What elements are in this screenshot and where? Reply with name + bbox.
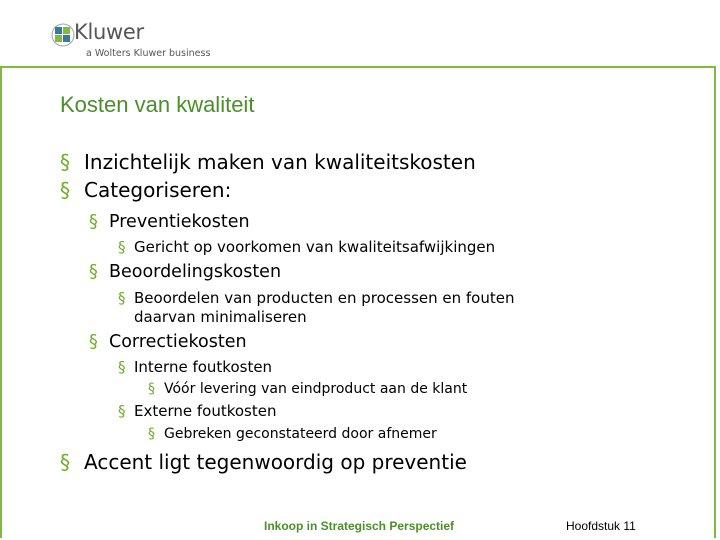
bullet-gebreken: Gebreken geconstateerd door afnemer (164, 426, 437, 442)
bullet-icon: § (148, 426, 155, 442)
bullet-icon: § (148, 381, 155, 397)
bullet-beoordelen-line1: Beoordelen van producten en processen en fouten (134, 289, 515, 307)
bullet-icon: § (118, 238, 126, 256)
footer-chapter: Hoofdstuk 11 (566, 519, 636, 533)
bullet-inzichtelijk: Inzichtelijk maken van kwaliteitskosten (84, 150, 476, 174)
bullet-icon: § (60, 150, 70, 174)
bullet-icon: § (118, 402, 126, 420)
bullet-icon: § (89, 212, 98, 232)
bullet-icon: § (118, 358, 126, 376)
bullet-externe-foutkosten: Externe foutkosten (134, 402, 277, 420)
bullet-icon: § (60, 178, 70, 202)
bullet-gericht: Gericht op voorkomen van kwaliteitsafwijkingen (134, 238, 496, 256)
bullet-interne-foutkosten: Interne foutkosten (134, 358, 273, 376)
bullet-icon: § (89, 262, 98, 282)
bullet-beoordelen-line2: daarvan minimaliseren (134, 308, 307, 326)
slide-title: Kosten van kwaliteit (60, 92, 255, 117)
bullet-icon: § (118, 289, 126, 307)
bullet-voor-levering: Vóór levering van eindproduct aan de klant (164, 381, 468, 397)
bullet-categoriseren: Categoriseren: (84, 178, 232, 202)
logo-tagline: a Wolters Kluwer business (86, 48, 211, 59)
bullet-correctiekosten: Correctiekosten (109, 332, 247, 352)
bullet-icon: § (89, 332, 98, 352)
footer-book-title: Inkoop in Strategisch Perspectief (264, 519, 455, 533)
logo-wordmark: Kluwer (74, 20, 144, 44)
bullet-icon: § (60, 450, 70, 474)
bullet-accent-preventie: Accent ligt tegenwoordig op preventie (84, 450, 467, 474)
bullet-preventiekosten: Preventiekosten (109, 212, 250, 232)
bullet-beoordelingskosten: Beoordelingskosten (109, 262, 282, 282)
